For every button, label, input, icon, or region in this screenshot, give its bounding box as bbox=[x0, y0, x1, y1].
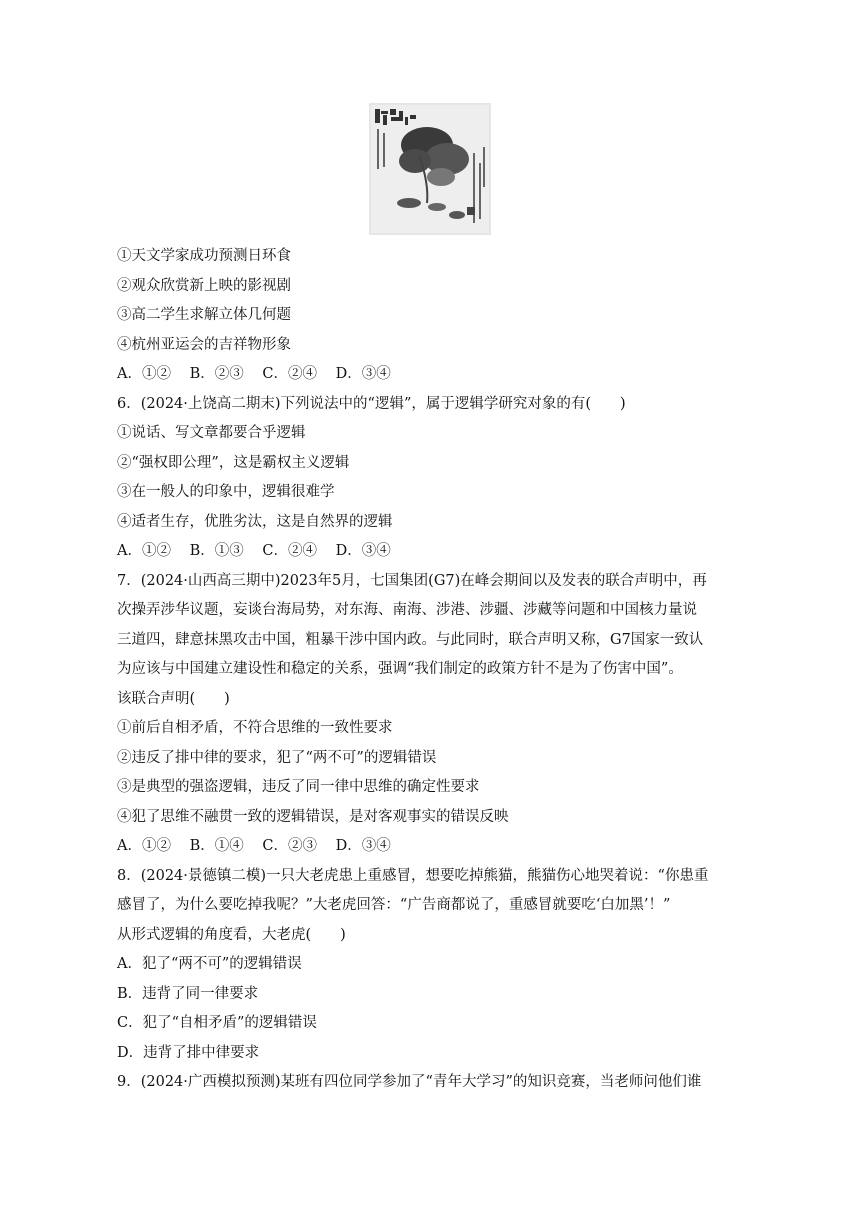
q5-choices bbox=[117, 360, 747, 390]
q7-option-3: ③是典型的强盗逻辑，违反了同一律中思维的确定性要求 bbox=[117, 779, 480, 795]
q7-choice-a[interactable]: A．①② bbox=[117, 838, 171, 854]
q7-option-2: ②违反了排中律的要求，犯了“两不可”的逻辑错误 bbox=[117, 749, 437, 766]
q6-choice-c[interactable]: C．②④ bbox=[262, 543, 317, 559]
q6-option-3: ③在一般人的印象中，逻辑很难学 bbox=[117, 484, 335, 500]
q5-choice-b[interactable]: B．②③ bbox=[189, 366, 244, 382]
q6-option-1: ①说话、写文章都要合乎逻辑 bbox=[117, 425, 306, 441]
q8-stem-line: 感冒了，为什么要吃掉我呢？”大老虎回答：“广告商都说了，重感冒就要吃‘白加黑’！” bbox=[117, 897, 671, 913]
q7-option-1: ①前后自相矛盾，不符合思维的一致性要求 bbox=[117, 720, 393, 736]
q7-choice-d[interactable]: D．③④ bbox=[335, 838, 391, 854]
q6-stem: 6．(2024·上饶高二期末)下列说法中的“逻辑”，属于逻辑学研究对象的有( ) bbox=[117, 395, 626, 412]
q5-choice-d[interactable]: D．③④ bbox=[335, 366, 391, 382]
q7-stem-line: 7．(2024·山西高三期中)2023年5月，七国集团(G7)在峰会期间以及发表的联合声明中，再 bbox=[117, 572, 707, 589]
painting-image bbox=[369, 103, 491, 235]
q9-stem: 9．(2024·广西模拟预测)某班有四位同学参加了“青年大学习”的知识竞赛，当老师问他们谁 bbox=[117, 1074, 702, 1090]
q6-choice-b[interactable]: B．①③ bbox=[189, 543, 244, 559]
q7-stem-line: 三道四，肆意抹黑攻击中国，粗暴干涉中国内政。与此同时，联合声明又称，G7国家一致认 bbox=[117, 631, 704, 648]
q8-stem-line: 从形式逻辑的角度看，大老虎( ) bbox=[117, 926, 346, 943]
q5-option-1: ①天文学家成功预测日环食 bbox=[117, 248, 291, 264]
q6-option-4: ④适者生存，优胜劣汰，这是自然界的逻辑 bbox=[117, 513, 393, 530]
q8-choice-c[interactable]: C．犯了“自相矛盾”的逻辑错误 bbox=[117, 1015, 317, 1031]
q6-choice-d[interactable]: D．③④ bbox=[335, 543, 391, 559]
q5-choice-c[interactable]: C．②④ bbox=[262, 366, 317, 382]
q8-stem-line: 8．(2024·景德镇二模)一只大老虎患上重感冒，想要吃掉熊猫，熊猫伤心地哭着说：“你患重 bbox=[117, 867, 709, 884]
q7-option-4: ④犯了思维不融贯一致的逻辑错误，是对客观事实的错误反映 bbox=[117, 808, 509, 825]
q5-option-4: ④杭州亚运会的吉祥物形象 bbox=[117, 336, 291, 353]
q7-stem-line: 为应该与中国建立建设性和稳定的关系，强调“我们制定的政策方针不是为了伤害中国”。 bbox=[117, 661, 683, 677]
q8-choice-b[interactable]: B．违背了同一律要求 bbox=[117, 985, 259, 1002]
q7-choice-b[interactable]: B．①④ bbox=[189, 838, 244, 854]
q5-option-3: ③高二学生求解立体几何题 bbox=[117, 307, 291, 323]
q5-option-2: ②观众欣赏新上映的影视剧 bbox=[117, 277, 291, 294]
q7-choice-c[interactable]: C．②③ bbox=[262, 838, 317, 854]
q7-stem-line: 该联合声明( ) bbox=[117, 690, 230, 707]
q6-choice-a[interactable]: A．①② bbox=[117, 543, 171, 559]
q7-choices bbox=[117, 832, 747, 862]
q7-stem-line: 次操弄涉华议题，妄谈台海局势，对东海、南海、涉港、涉疆、涉藏等问题和中国核力量说 bbox=[117, 602, 697, 618]
q5-choice-a[interactable]: A．①② bbox=[117, 366, 171, 382]
q8-choice-a[interactable]: A．犯了“两不可”的逻辑错误 bbox=[117, 956, 302, 972]
q6-option-2: ②“强权即公理”，这是霸权主义逻辑 bbox=[117, 454, 350, 471]
q8-choice-d[interactable]: D．违背了排中律要求 bbox=[117, 1044, 260, 1061]
q6-choices bbox=[117, 537, 747, 567]
